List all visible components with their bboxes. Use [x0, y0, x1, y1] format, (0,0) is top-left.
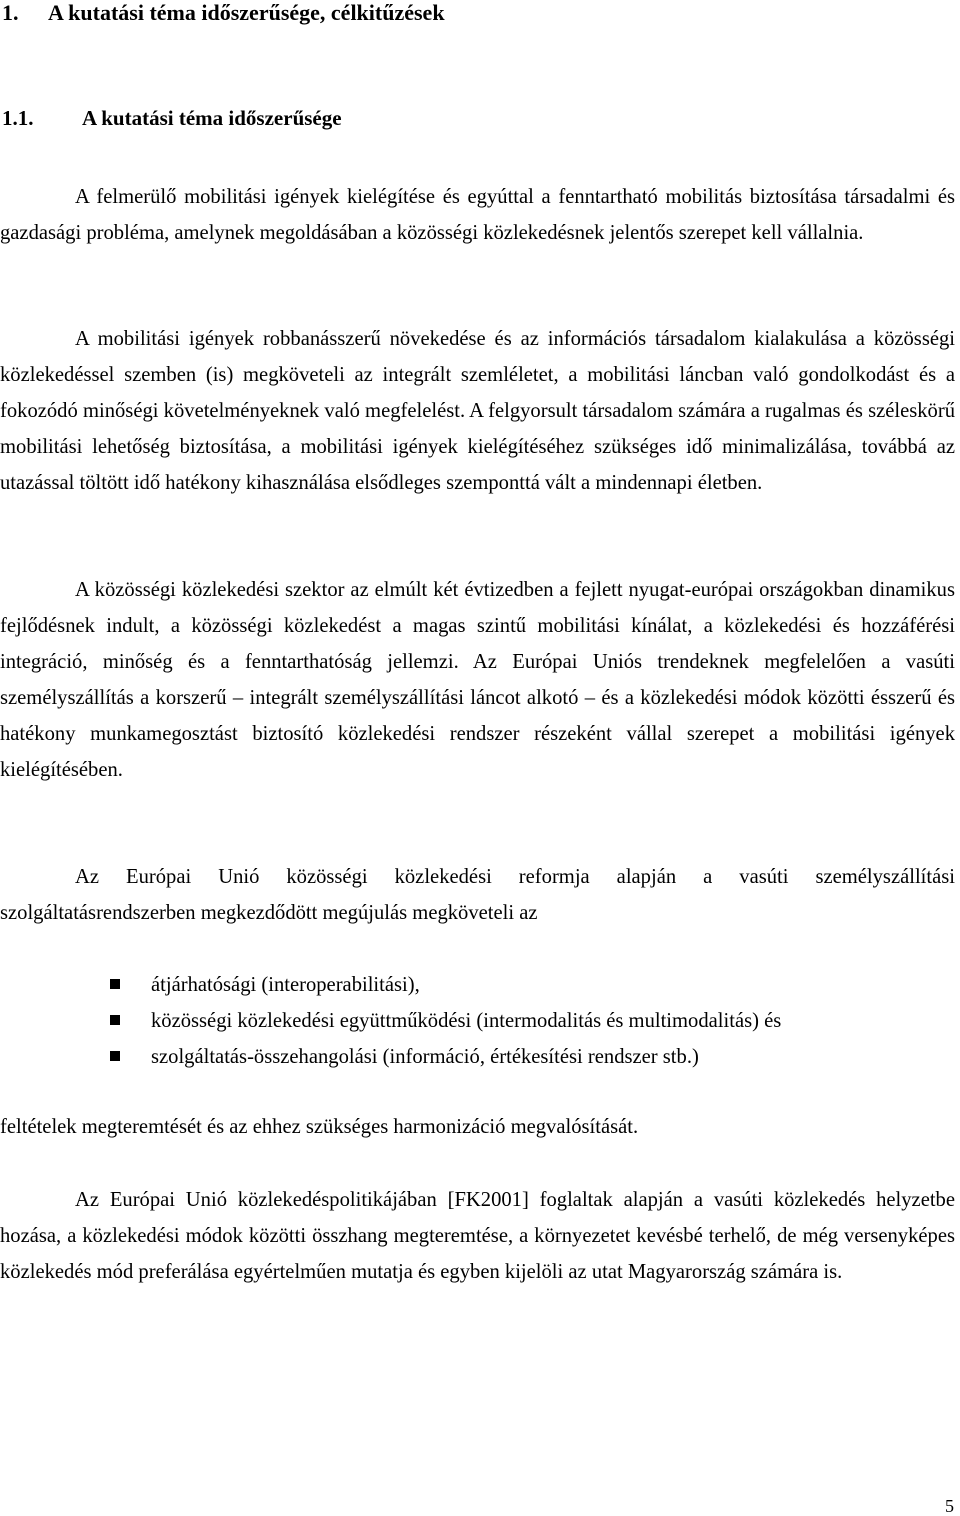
final-paragraph: Az Európai Unió közlekedéspolitikájában [FK2001] foglaltak alapján a vasúti közlekedés helyzetbe hozása, a közlekedési módok közötti összhang megteremtése, a környezetet kevésbé terhelő, de még versenyképes közlekedés mód preferálása egyértelműen mutatja és egyben kijelöli az utat Magyarország számára is.: [0, 1189, 955, 1283]
square-bullet-icon: [110, 1015, 120, 1025]
list-item-text: átjárhatósági (interoperabilitási),: [151, 974, 420, 996]
section-number: 1.1.: [2, 106, 34, 130]
square-bullet-icon: [110, 1051, 120, 1061]
paragraph-2: A mobilitási igények robbanásszerű növekedése és az információs társadalom kialakulása a közösségi közlekedéssel szemben (is) megköveteli az integrált szemléletet, a mobilitási láncban való gondolkodást és a fokozódó minőségi követelményeknek való megfelelést. A felgyorsult társadalom számára a rugalmas és széleskörű mobilitási lehetőség biztosítása, a mobilitási igények kielégítéséhez szükséges idő minimalizálása, továbbá az utazással töltött idő hatékony kihasználása elsődleges szemponttá vált a mindennapi életben.: [0, 328, 955, 494]
section-title: A kutatási téma időszerűsége: [82, 106, 342, 130]
paragraph-4: Az Európai Unió közösségi közlekedési reformja alapján a vasúti személyszállítási szolgáltatásrendszerben megkezdődött megújulás megköveteli az: [0, 866, 955, 924]
list-item-text: szolgáltatás-összehangolási (információ, értékesítési rendszer stb.): [151, 1045, 699, 1068]
chapter-title: A kutatási téma időszerűsége, célkitűzések: [48, 0, 445, 25]
square-bullet-icon: [110, 979, 120, 989]
section-heading: [2, 105, 342, 131]
paragraph-3: A közösségi közlekedési szektor az elmúlt két évtizedben a fejlett nyugat-európai országokban dinamikus fejlődésnek indult, a közösségi közlekedést a magas szintű mobilitási kínálat, a közlekedési és hozzáférési integráció, minőség és a fenntarthatóság jellemzi. Az Európai Uniós trendeknek megfelelően a vasúti személyszállítás a korszerű – integrált személyszállítási láncot alkotó – és a közlekedési módok közötti ésszerű és hatékony munkamegosztást biztosító közlekedési rendszer részeként vállal szerepet a mobilitási igények kielégítésében.: [0, 579, 955, 781]
list-item-text: közösségi közlekedési együttműködési (intermodalitás és multimodalitás) és: [151, 1009, 782, 1032]
list-item: [0, 1040, 955, 1076]
paragraph-1: A felmerülő mobilitási igények kielégítése és egyúttal a fenntartható mobilitás biztosítása társadalmi és gazdasági probléma, amelynek megoldásában a közösségi közlekedésnek jelentős szerepet kell vállalnia.: [0, 186, 955, 244]
requirements-list: [0, 968, 955, 1076]
chapter-heading: [2, 0, 445, 26]
chapter-number: 1.: [2, 0, 19, 25]
list-item: [0, 968, 955, 1004]
list-item: [0, 1004, 955, 1040]
after-list-sentence: feltételek megteremtését és az ehhez szükséges harmonizáció megvalósítását.: [0, 1116, 639, 1138]
page-number: 5: [945, 1496, 954, 1516]
